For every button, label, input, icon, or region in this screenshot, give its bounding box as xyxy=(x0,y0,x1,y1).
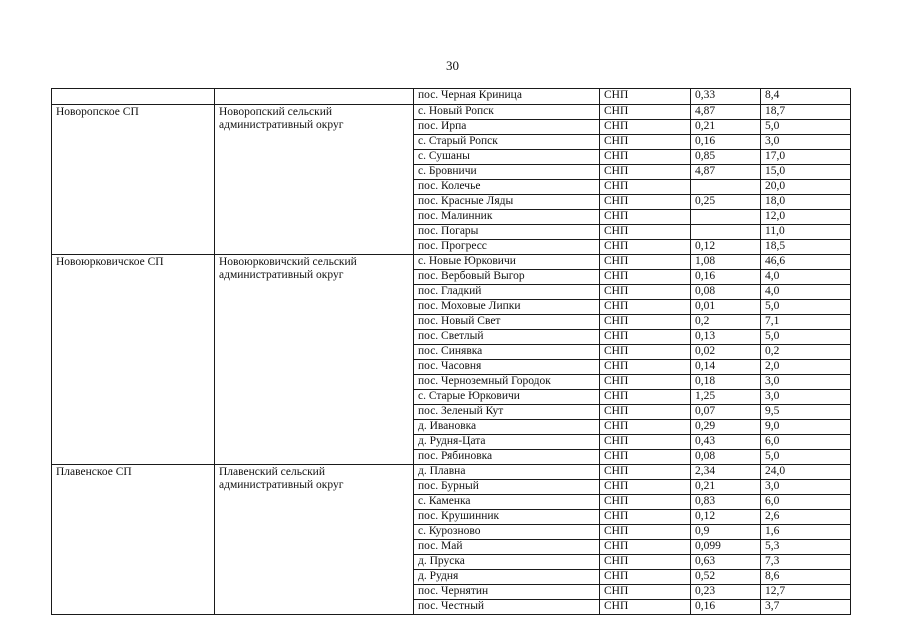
value-2-cell: 9,0 xyxy=(761,420,851,435)
value-1-cell: 0,099 xyxy=(691,540,761,555)
settlement-type-cell: СНП xyxy=(600,495,691,510)
settlement-type-cell: СНП xyxy=(600,300,691,315)
value-2-cell: 8,4 xyxy=(761,89,851,105)
settlement-type-cell: СНП xyxy=(600,180,691,195)
settlement-type-cell: СНП xyxy=(600,555,691,570)
settlements-table xyxy=(51,88,851,615)
value-1-cell: 0,9 xyxy=(691,525,761,540)
settlement-name-cell: пос. Крушинник xyxy=(414,510,600,525)
district-cell: Новоюрковичский сельский административный округ xyxy=(215,255,414,465)
value-2-cell: 7,1 xyxy=(761,315,851,330)
settlement-name-cell: пос. Рябиновка xyxy=(414,450,600,465)
settlement-type-cell: СНП xyxy=(600,270,691,285)
value-1-cell xyxy=(691,225,761,240)
value-1-cell: 0,43 xyxy=(691,435,761,450)
value-2-cell: 3,7 xyxy=(761,600,851,615)
settlement-type-cell: СНП xyxy=(600,600,691,615)
settlement-name-cell: пос. Честный xyxy=(414,600,600,615)
settlement-name-cell: пос. Колечье xyxy=(414,180,600,195)
value-2-cell: 18,5 xyxy=(761,240,851,255)
value-1-cell: 0,2 xyxy=(691,315,761,330)
value-1-cell xyxy=(691,210,761,225)
value-2-cell: 8,6 xyxy=(761,570,851,585)
settlement-type-cell: СНП xyxy=(600,510,691,525)
value-1-cell: 0,14 xyxy=(691,360,761,375)
settlement-name-cell: пос. Синявка xyxy=(414,345,600,360)
settlement-name-cell: с. Старые Юрковичи xyxy=(414,390,600,405)
value-2-cell: 1,6 xyxy=(761,525,851,540)
value-1-cell: 0,08 xyxy=(691,285,761,300)
value-2-cell: 0,2 xyxy=(761,345,851,360)
settlement-name-cell: пос. Ирпа xyxy=(414,120,600,135)
settlement-type-cell: СНП xyxy=(600,585,691,600)
value-1-cell: 0,16 xyxy=(691,270,761,285)
settlement-name-cell: пос. Погары xyxy=(414,225,600,240)
value-2-cell: 5,0 xyxy=(761,120,851,135)
value-2-cell: 3,0 xyxy=(761,480,851,495)
value-1-cell: 0,85 xyxy=(691,150,761,165)
value-2-cell: 6,0 xyxy=(761,435,851,450)
rural-settlement-cell: Новоропское СП xyxy=(52,105,215,255)
value-2-cell: 5,0 xyxy=(761,450,851,465)
value-1-cell: 0,02 xyxy=(691,345,761,360)
value-2-cell: 4,0 xyxy=(761,285,851,300)
settlement-type-cell: СНП xyxy=(600,255,691,270)
settlement-type-cell: СНП xyxy=(600,450,691,465)
value-2-cell: 17,0 xyxy=(761,150,851,165)
settlement-type-cell: СНП xyxy=(600,345,691,360)
value-1-cell: 0,08 xyxy=(691,450,761,465)
district-cell: Новоропский сельский административный округ xyxy=(215,105,414,255)
settlement-name-cell: пос. Бурный xyxy=(414,480,600,495)
value-1-cell: 0,21 xyxy=(691,480,761,495)
settlement-type-cell: СНП xyxy=(600,480,691,495)
value-2-cell: 18,0 xyxy=(761,195,851,210)
value-1-cell: 1,08 xyxy=(691,255,761,270)
settlement-name-cell: д. Плавна xyxy=(414,465,600,480)
value-1-cell: 0,63 xyxy=(691,555,761,570)
settlement-name-cell: пос. Черноземный Городок xyxy=(414,375,600,390)
settlement-name-cell: д. Рудня-Цата xyxy=(414,435,600,450)
settlement-name-cell: пос. Чернятин xyxy=(414,585,600,600)
value-1-cell: 0,25 xyxy=(691,195,761,210)
settlement-name-cell: д. Рудня xyxy=(414,570,600,585)
value-1-cell: 1,25 xyxy=(691,390,761,405)
value-1-cell: 2,34 xyxy=(691,465,761,480)
settlement-name-cell: пос. Моховые Липки xyxy=(414,300,600,315)
value-2-cell: 20,0 xyxy=(761,180,851,195)
value-1-cell: 0,52 xyxy=(691,570,761,585)
settlement-type-cell: СНП xyxy=(600,570,691,585)
settlement-type-cell: СНП xyxy=(600,525,691,540)
settlement-name-cell: д. Ивановка xyxy=(414,420,600,435)
district-cell: Плавенский сельский административный округ xyxy=(215,465,414,615)
settlement-name-cell: д. Пруска xyxy=(414,555,600,570)
value-1-cell: 0,01 xyxy=(691,300,761,315)
value-1-cell: 0,12 xyxy=(691,240,761,255)
settlement-type-cell: СНП xyxy=(600,135,691,150)
page-number: 30 xyxy=(446,58,459,73)
value-2-cell: 9,5 xyxy=(761,405,851,420)
value-2-cell: 6,0 xyxy=(761,495,851,510)
value-2-cell: 3,0 xyxy=(761,390,851,405)
settlement-name-cell: пос. Прогресс xyxy=(414,240,600,255)
settlement-name-cell: с. Новый Ропск xyxy=(414,105,600,120)
value-2-cell: 18,7 xyxy=(761,105,851,120)
settlement-name-cell: с. Сушаны xyxy=(414,150,600,165)
value-2-cell: 46,6 xyxy=(761,255,851,270)
value-2-cell: 2,6 xyxy=(761,510,851,525)
settlement-name-cell: с. Каменка xyxy=(414,495,600,510)
value-1-cell: 0,13 xyxy=(691,330,761,345)
settlement-type-cell: СНП xyxy=(600,210,691,225)
settlement-type-cell: СНП xyxy=(600,150,691,165)
value-1-cell xyxy=(691,180,761,195)
value-1-cell: 0,07 xyxy=(691,405,761,420)
settlement-type-cell: СНП xyxy=(600,390,691,405)
settlement-name-cell: пос. Черная Криница xyxy=(414,89,600,105)
value-1-cell: 0,23 xyxy=(691,585,761,600)
settlement-name-cell: с. Новые Юрковичи xyxy=(414,255,600,270)
value-2-cell: 5,0 xyxy=(761,300,851,315)
settlement-name-cell: пос. Гладкий xyxy=(414,285,600,300)
value-1-cell: 0,18 xyxy=(691,375,761,390)
settlement-name-cell: пос. Часовня xyxy=(414,360,600,375)
value-2-cell: 12,0 xyxy=(761,210,851,225)
value-1-cell: 0,33 xyxy=(691,89,761,105)
settlement-type-cell: СНП xyxy=(600,465,691,480)
table-row xyxy=(52,465,851,480)
settlement-type-cell: СНП xyxy=(600,89,691,105)
value-2-cell: 7,3 xyxy=(761,555,851,570)
settlement-type-cell: СНП xyxy=(600,105,691,120)
table-row xyxy=(52,255,851,270)
value-2-cell: 4,0 xyxy=(761,270,851,285)
value-1-cell: 0,29 xyxy=(691,420,761,435)
settlement-type-cell: СНП xyxy=(600,285,691,300)
settlement-name-cell: пос. Красные Ляды xyxy=(414,195,600,210)
value-2-cell: 24,0 xyxy=(761,465,851,480)
settlement-name-cell: пос. Зеленый Кут xyxy=(414,405,600,420)
value-2-cell: 15,0 xyxy=(761,165,851,180)
value-2-cell: 11,0 xyxy=(761,225,851,240)
settlement-type-cell: СНП xyxy=(600,165,691,180)
value-1-cell: 0,16 xyxy=(691,600,761,615)
settlement-name-cell: пос. Малинник xyxy=(414,210,600,225)
value-1-cell: 4,87 xyxy=(691,105,761,120)
value-1-cell: 0,12 xyxy=(691,510,761,525)
settlement-type-cell: СНП xyxy=(600,435,691,450)
settlement-type-cell: СНП xyxy=(600,360,691,375)
value-2-cell: 3,0 xyxy=(761,375,851,390)
settlement-type-cell: СНП xyxy=(600,240,691,255)
settlement-type-cell: СНП xyxy=(600,375,691,390)
settlement-type-cell: СНП xyxy=(600,225,691,240)
settlement-name-cell: пос. Вербовый Выгор xyxy=(414,270,600,285)
value-2-cell: 5,0 xyxy=(761,330,851,345)
settlement-type-cell: СНП xyxy=(600,330,691,345)
settlement-name-cell: с. Курозново xyxy=(414,525,600,540)
settlement-type-cell: СНП xyxy=(600,540,691,555)
rural-settlement-cell xyxy=(52,89,215,105)
value-1-cell: 0,21 xyxy=(691,120,761,135)
settlement-type-cell: СНП xyxy=(600,195,691,210)
table-row xyxy=(52,105,851,120)
value-1-cell: 4,87 xyxy=(691,165,761,180)
table-row xyxy=(52,89,851,105)
settlement-name-cell: с. Бровничи xyxy=(414,165,600,180)
settlement-name-cell: пос. Новый Свет xyxy=(414,315,600,330)
value-1-cell: 0,16 xyxy=(691,135,761,150)
settlement-type-cell: СНП xyxy=(600,315,691,330)
settlement-name-cell: пос. Май xyxy=(414,540,600,555)
value-1-cell: 0,83 xyxy=(691,495,761,510)
settlement-type-cell: СНП xyxy=(600,420,691,435)
value-2-cell: 12,7 xyxy=(761,585,851,600)
district-cell xyxy=(215,89,414,105)
rural-settlement-cell: Новоюрковичское СП xyxy=(52,255,215,465)
settlement-type-cell: СНП xyxy=(600,405,691,420)
value-2-cell: 5,3 xyxy=(761,540,851,555)
value-2-cell: 2,0 xyxy=(761,360,851,375)
settlement-type-cell: СНП xyxy=(600,120,691,135)
settlement-name-cell: с. Старый Ропск xyxy=(414,135,600,150)
rural-settlement-cell: Плавенское СП xyxy=(52,465,215,615)
value-2-cell: 3,0 xyxy=(761,135,851,150)
settlement-name-cell: пос. Светлый xyxy=(414,330,600,345)
